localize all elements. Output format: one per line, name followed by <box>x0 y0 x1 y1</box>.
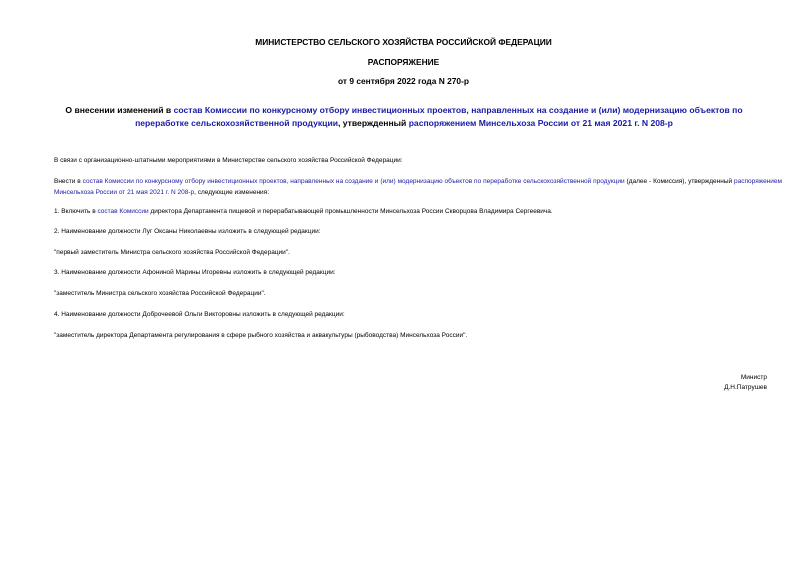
list-item-1 <box>40 207 782 218</box>
document-title <box>48 104 760 129</box>
title-prefix: О внесении изменений в <box>65 105 174 115</box>
signature-name: Д.Н.Патрушев <box>724 384 767 391</box>
list-item-4-quote: "заместитель директора Департамента регулирования в сфере рыбного хозяйства и аквакультуры (рыбоводства) Минсельхоза России". <box>54 332 468 339</box>
title-link-commission[interactable]: состав Комиссии по конкурсному отбору инвестиционных проектов, направленных на создание и (или) модернизацию объектов по переработке сельскохозяйственной продукции <box>135 105 743 128</box>
list-item-3: 3. Наименование должности Афониной Марины Игоревны изложить в следующей редакции: <box>54 269 336 276</box>
amend-link-commission[interactable]: состав Комиссии по конкурсному отбору инвестиционных проектов, направленных на создание и (или) модернизацию объектов по переработке сельскохозяйственной продукции <box>82 178 625 185</box>
title-middle: , утвержденный <box>338 117 409 128</box>
paragraph-amend <box>40 177 782 198</box>
item1-link-commission[interactable]: состав Комиссии <box>97 208 149 215</box>
document-date-number: от 9 сентября 2022 года N 270-р <box>338 76 469 86</box>
item1-suffix: директора Департамента пищевой и перерабатывающей промышленности Минсельхоза России Скворцова Владимира Сергеевича. <box>148 208 553 215</box>
list-item-4: 4. Наименование должности Доброчеевой Ольги Викторовны изложить в следующей редакции: <box>54 311 345 318</box>
document-type: РАСПОРЯЖЕНИЕ <box>367 57 440 67</box>
amend-suffix: , следующие изменения: <box>194 188 269 196</box>
paragraph-intro: В связи с организационно-штатными мероприятиями в Министерстве сельского хозяйства Российской Федерации: <box>54 157 403 164</box>
signature-position: Министр <box>740 374 767 381</box>
list-item-3-quote: "заместитель Министра сельского хозяйства Российской Федерации". <box>54 290 266 297</box>
amend-prefix: Внести в <box>54 178 83 185</box>
amend-middle: (далее - Комиссия), утвержденный <box>624 178 735 185</box>
list-item-2-quote: "первый заместитель Министра сельского хозяйства Российской Федерации". <box>54 249 290 256</box>
title-link-order[interactable]: распоряжением Минсельхоза России от 21 мая 2021 г. N 208-р <box>408 117 673 128</box>
ministry-header: МИНИСТЕРСТВО СЕЛЬСКОГО ХОЗЯЙСТВА РОССИЙСКОЙ ФЕДЕРАЦИИ <box>255 37 552 47</box>
list-item-2: 2. Наименование должности Луг Оксаны Николаевны изложить в следующей редакции: <box>54 228 321 235</box>
amend-link-order[interactable]: распоряжением Минсельхоза России от 21 мая 2021 г. N 208-р <box>54 178 782 196</box>
item1-prefix: 1. Включить в <box>54 208 98 215</box>
